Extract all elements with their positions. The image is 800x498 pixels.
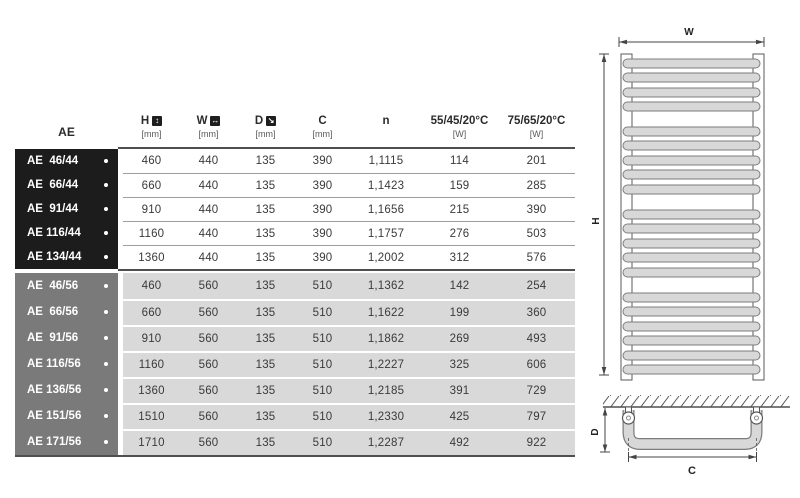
radiator-technical-drawing <box>590 0 800 498</box>
table-header-row <box>15 110 575 147</box>
tube <box>623 185 760 194</box>
tube <box>623 253 760 262</box>
dimension-h <box>591 54 609 375</box>
row-label-cell: AE 171/56 <box>15 429 118 455</box>
tube <box>623 224 760 233</box>
radiator-front-view <box>621 54 764 380</box>
column-header-c: C [mm] <box>312 115 333 139</box>
table-row: AE 91/56 910 560 135 510 1,1862 269 493 <box>15 325 575 351</box>
tube <box>623 141 760 150</box>
row-label-cell: AE 91/56 <box>15 325 118 351</box>
row-label-cell: AE 116/56 <box>15 351 118 377</box>
tube <box>623 102 760 111</box>
bullet-dot <box>104 183 108 187</box>
row-label-cell: AE 66/56 <box>15 299 118 325</box>
column-header-w: W ↔ [mm] <box>196 115 220 139</box>
row-label-cell: AE 116/44 <box>15 221 118 245</box>
bullet-dot <box>104 231 108 235</box>
table-group-44 <box>15 149 575 269</box>
table-row: AE 116/56 1160 560 135 510 1,2227 325 606 <box>15 351 575 377</box>
bracket-clamp <box>751 412 763 424</box>
tube <box>623 156 760 165</box>
bullet-dot <box>104 440 108 444</box>
depth-dimension-icon: ↘ <box>267 116 275 125</box>
dimension-w <box>619 27 764 47</box>
dimension-c <box>629 452 757 477</box>
tube <box>623 268 760 277</box>
tube <box>623 59 760 68</box>
tube <box>623 293 760 302</box>
table-row: AE 66/44 660 440 135 390 1,1423 159 285 <box>15 173 575 197</box>
bullet-dot <box>104 284 108 288</box>
column-header-75-65-20: 75/65/20°C [W] <box>507 115 566 139</box>
table-row: AE 46/44 460 440 135 390 1,1115 114 201 <box>15 149 575 173</box>
tube <box>623 73 760 82</box>
spec-table <box>15 110 575 457</box>
column-header-h: H ↕ [mm] <box>140 115 162 139</box>
bullet-dot <box>104 310 108 314</box>
row-label-cell: AE 46/56 <box>15 273 118 299</box>
tube <box>623 127 760 136</box>
tube <box>623 351 760 360</box>
bullet-dot <box>104 388 108 392</box>
tube <box>623 336 760 345</box>
column-header-ae: AE <box>58 124 75 139</box>
bullet-dot <box>104 255 108 259</box>
row-label-cell: AE 46/44 <box>15 149 118 173</box>
table-row: AE 46/56 460 560 135 510 1,1362 142 254 <box>15 273 575 299</box>
table-row: AE 91/44 910 440 135 390 1,1656 215 390 <box>15 197 575 221</box>
table-row: AE 136/56 1360 560 135 510 1,2185 391 729 <box>15 377 575 403</box>
d-dimension-label: D <box>590 428 601 436</box>
row-label-cell: AE 134/44 <box>15 245 118 269</box>
bullet-dot <box>104 336 108 340</box>
bracket-clamp <box>623 412 635 424</box>
table-row: AE 171/56 1710 560 135 510 1,2287 492 922 <box>15 429 575 455</box>
height-dimension-icon: ↕ <box>152 116 162 126</box>
bullet-dot <box>104 362 108 366</box>
wall-hatching <box>603 395 790 407</box>
radiator-section-view <box>603 395 790 461</box>
column-header-d: D ↘ [mm] <box>254 115 276 139</box>
w-dimension-label: W <box>684 27 694 38</box>
column-header-55-45-20: 55/45/20°C [W] <box>430 115 489 139</box>
bullet-dot <box>104 414 108 418</box>
tube <box>623 239 760 248</box>
dimension-d <box>590 408 610 452</box>
table-bottom-border <box>15 455 575 457</box>
table-row: AE 134/44 1360 440 135 390 1,2002 312 576 <box>15 245 575 269</box>
tube <box>623 88 760 97</box>
c-dimension-label: C <box>688 465 696 477</box>
tube <box>623 170 760 179</box>
tube <box>623 322 760 331</box>
row-label-cell: AE 136/56 <box>15 377 118 403</box>
bullet-dot <box>104 159 108 163</box>
table-row: AE 66/56 660 560 135 510 1,1622 199 360 <box>15 299 575 325</box>
table-row: AE 116/44 1160 440 135 390 1,1757 276 503 <box>15 221 575 245</box>
row-label-cell: AE 91/44 <box>15 197 118 221</box>
section-tube-outline <box>629 410 757 444</box>
row-label-cell: AE 66/44 <box>15 173 118 197</box>
row-label-cell: AE 151/56 <box>15 403 118 429</box>
table-group-56 <box>15 273 575 455</box>
width-dimension-icon: ↔ <box>211 116 220 125</box>
bullet-dot <box>104 207 108 211</box>
tube <box>623 365 760 374</box>
tube <box>623 307 760 316</box>
h-dimension-label: H <box>591 217 602 225</box>
tube <box>623 210 760 219</box>
table-row: AE 151/56 1510 560 135 510 1,2330 425 797 <box>15 403 575 429</box>
column-header-n: n <box>382 115 390 127</box>
